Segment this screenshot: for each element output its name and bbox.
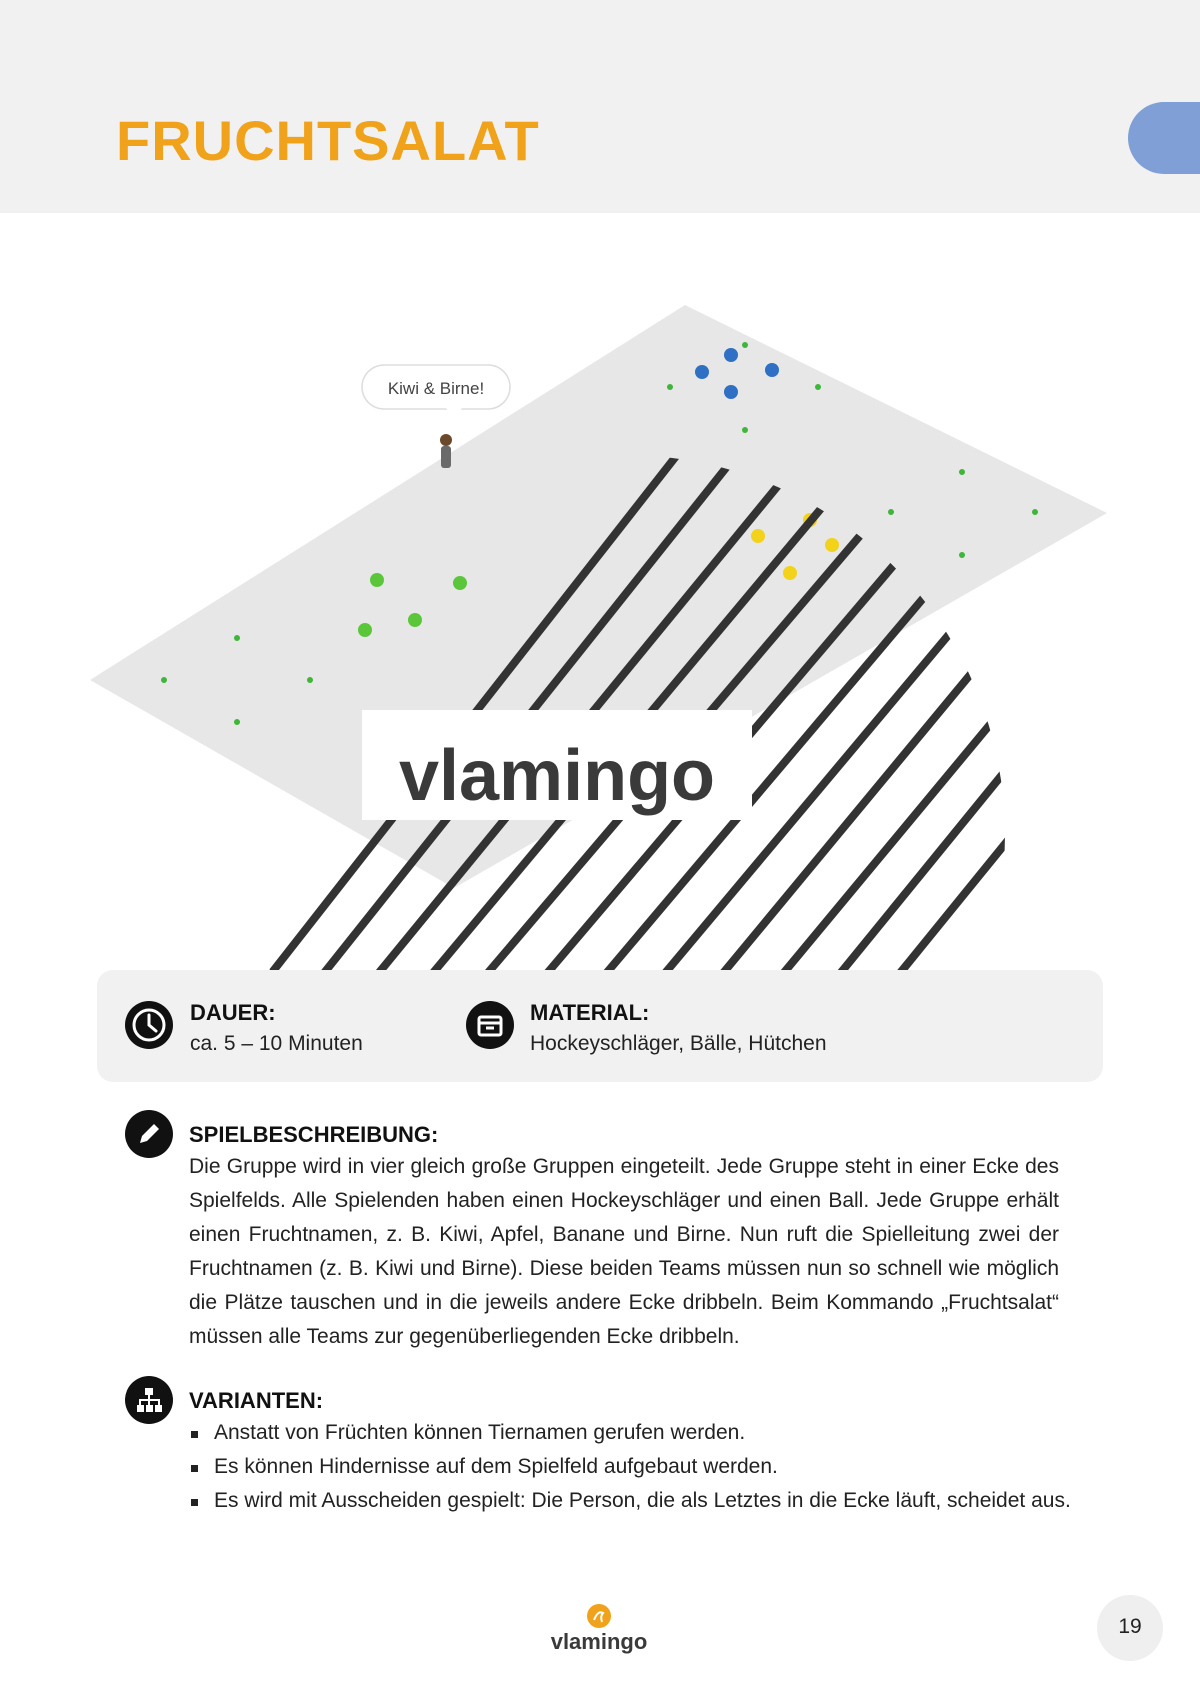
flamingo-icon xyxy=(587,1604,611,1628)
cone xyxy=(959,469,965,475)
pencil-icon xyxy=(125,1110,173,1158)
player xyxy=(408,613,422,627)
footer-logo xyxy=(540,1600,660,1680)
player xyxy=(825,538,839,552)
player xyxy=(724,348,738,362)
cone xyxy=(161,677,167,683)
player xyxy=(695,365,709,379)
cone xyxy=(959,552,965,558)
player xyxy=(724,385,738,399)
speech-bubble xyxy=(362,365,510,420)
player xyxy=(370,573,384,587)
info-box xyxy=(97,970,1103,1082)
field-illustration xyxy=(80,290,1120,1030)
clock-icon xyxy=(125,1001,173,1049)
cone xyxy=(742,427,748,433)
player xyxy=(783,566,797,580)
coach xyxy=(440,434,452,468)
cone xyxy=(234,635,240,641)
cone xyxy=(742,342,748,348)
variants-list xyxy=(189,1416,1089,1518)
watermark-logo: vlamingo xyxy=(398,736,716,816)
duration-label: DAUER: xyxy=(190,1000,276,1025)
description-text: Die Gruppe wird in vier gleich große Gruppen eingeteilt. Jede Gruppe steht in einer Ecke des Spielfelds. Alle Spielenden haben einen Hockeyschläger und einen Ball. Jede Gruppe erhält einen Fruchtnamen, z. B. Kiwi, Apfel, Banane und Birne. Nun ruft die Spielleitung zwei der Fruchtnamen (z. B. Kiwi und Birne). Diese beiden Teams müssen nun so schnell wie möglich die Plätze tauschen und in die jeweils andere Ecke dribbeln. Beim Kommando „Fruchtsalat“ müssen alle Teams zur gegenüberliegenden Ecke dribbeln. xyxy=(189,1155,1059,1348)
footer-logo-text: vlamingo xyxy=(550,1629,648,1654)
chapter-tab xyxy=(1128,102,1200,174)
hierarchy-icon xyxy=(125,1376,173,1424)
page-number-badge xyxy=(1097,1595,1163,1661)
description-heading: SPIELBESCHREIBUNG: xyxy=(189,1122,439,1147)
cone xyxy=(667,384,673,390)
material-label: MATERIAL: xyxy=(530,1000,650,1025)
page-title: FRUCHTSALAT xyxy=(116,109,540,172)
box-icon xyxy=(466,1001,514,1049)
list-item: Es können Hindernisse auf dem Spielfeld aufgebaut werden. xyxy=(189,1450,1089,1484)
page-number: 19 xyxy=(1118,1615,1142,1638)
player xyxy=(358,623,372,637)
header-band xyxy=(0,0,1200,213)
cone xyxy=(307,677,313,683)
cone xyxy=(234,719,240,725)
list-item: Es wird mit Ausscheiden gespielt: Die Person, die als Letztes in die Ecke läuft, scheidet aus. xyxy=(189,1484,1089,1518)
cone xyxy=(1032,509,1038,515)
cone xyxy=(815,384,821,390)
player xyxy=(751,529,765,543)
variants-heading: VARIANTEN: xyxy=(189,1388,324,1413)
duration-value: ca. 5 – 10 Minuten xyxy=(190,1032,363,1055)
player xyxy=(765,363,779,377)
list-item: Anstatt von Früchten können Tiernamen gerufen werden. xyxy=(189,1416,1089,1450)
cone xyxy=(888,509,894,515)
speech-bubble-text: Kiwi & Birne! xyxy=(387,379,485,398)
material-value: Hockeyschläger, Bälle, Hütchen xyxy=(530,1032,827,1055)
player xyxy=(453,576,467,590)
